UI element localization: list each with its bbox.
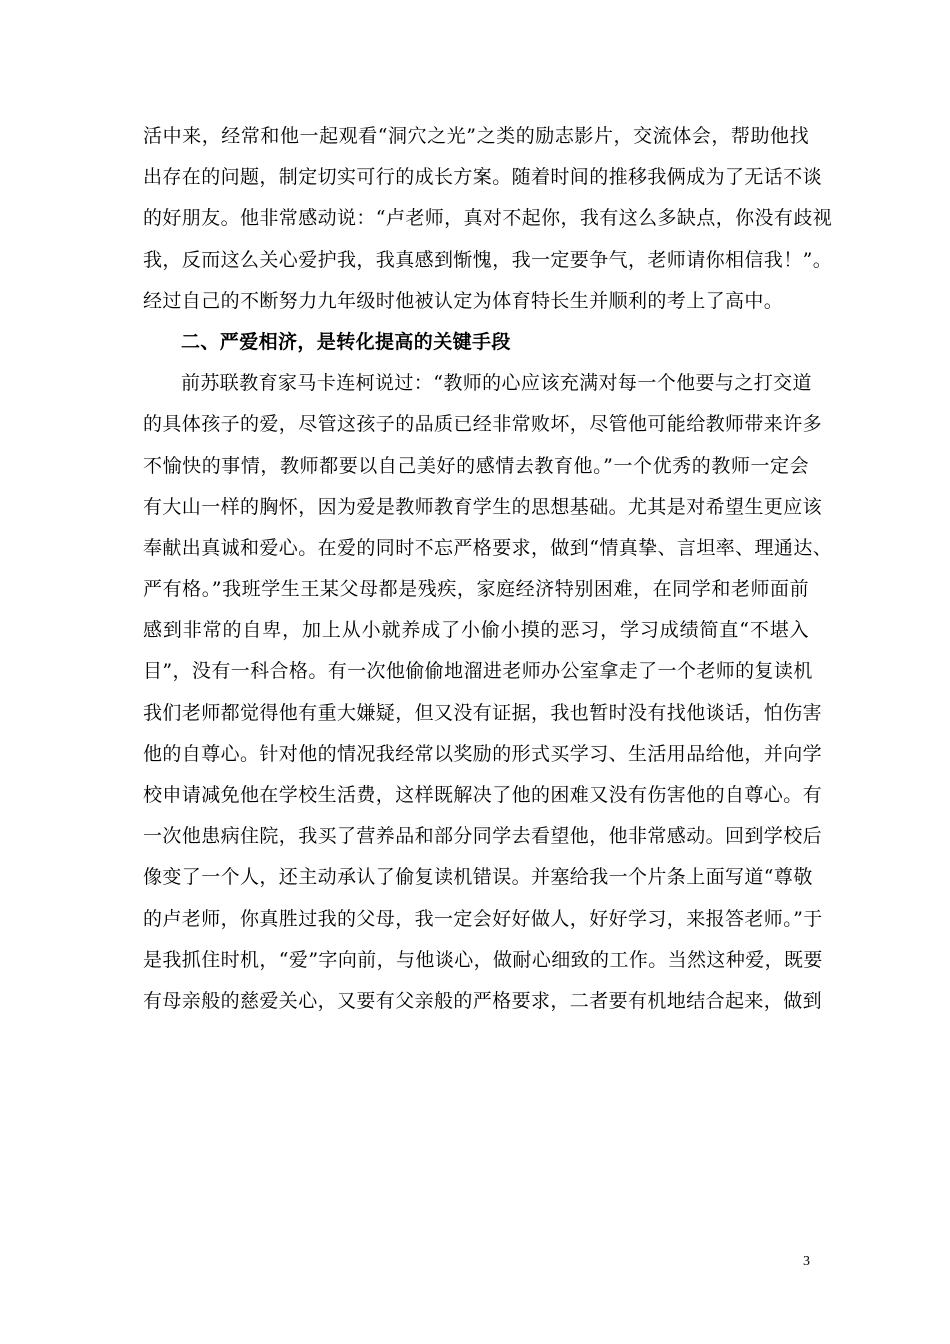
text-line: 不愉快的事情，教师都要以自己美好的感情去教育他。”一个优秀的教师一定会 bbox=[143, 454, 809, 477]
text-line: 有大山一样的胸怀，因为爱是教师教育学生的思想基础。尤其是对希望生更应该 bbox=[143, 495, 823, 518]
text-line: 的卢老师，你真胜过我的父母，我一定会好好做人，好好学习，来报答老师。”于 bbox=[143, 907, 823, 930]
section-heading: 二、严爱相济，是转化提高的关键手段 bbox=[181, 330, 511, 353]
text-line: 前苏联教育家马卡连柯说过：“教师的心应该充满对每一个他要与之打交道 bbox=[181, 372, 812, 395]
text-line: 经过自己的不断努力九年级时他被认定为体育特长生并顺利的考上了高中。 bbox=[143, 289, 784, 312]
text-line: 感到非常的自卑，加上从小就养成了小偷小摸的恶习，学习成绩简直“不堪入 bbox=[143, 619, 809, 642]
text-line: 严有格。”我班学生王某父母都是残疾，家庭经济特别困难，在同学和老师面前 bbox=[143, 578, 809, 601]
text-line: 的好朋友。他非常感动说：“卢老师，真对不起你，我有这么多缺点，你没有歧视 bbox=[143, 207, 833, 230]
text-line: 像变了一个人，还主动承认了偷复读机错误。并塞给我一个片条上面写道“尊敬 bbox=[143, 866, 813, 889]
text-line: 目”，没有一科合格。有一次他偷偷地溜进老师办公室拿走了一个老师的复读机 bbox=[143, 660, 813, 683]
text-line: 我，反而这么关心爱护我，我真感到惭愧，我一定要争气，老师请你相信我！”。 bbox=[143, 248, 833, 271]
text-line: 是我抓住时机，“爱”字向前，与他谈心，做耐心细致的工作。当然这种爱，既要 bbox=[143, 948, 823, 971]
page-number: 3 bbox=[803, 1254, 810, 1269]
text-line: 有母亲般的慈爱关心，又要有父亲般的严格要求，二者要有机地结合起来，做到 bbox=[143, 989, 823, 1012]
text-line: 校申请减免他在学校生活费，这样既解决了他的困难又没有伤害他的自尊心。有 bbox=[143, 784, 823, 806]
text-line: 一次他患病住院，我买了营养品和部分同学去看望他，他非常感动。回到学校后 bbox=[143, 825, 823, 848]
text-line: 的具体孩子的爱，尽管这孩子的品质已经非常败坏，尽管他可能给教师带来许多 bbox=[143, 413, 823, 436]
text-line: 出存在的问题，制定切实可行的成长方案。随着时间的推移我俩成为了无话不谈 bbox=[143, 166, 823, 189]
text-line: 奉献出真诚和爱心。在爱的同时不忘严格要求，做到“情真挚、言坦率、理通达、 bbox=[143, 536, 833, 559]
text-line: 他的自尊心。针对他的情况我经常以奖励的形式买学习、生活用品给他，并向学 bbox=[143, 742, 823, 765]
text-line: 活中来，经常和他一起观看“洞穴之光”之类的励志影片，交流体会，帮助他找 bbox=[143, 125, 809, 147]
text-line: 我们老师都觉得他有重大嫌疑，但又没有证据，我也暂时没有找他谈话，怕伤害 bbox=[143, 701, 823, 724]
body-text bbox=[143, 116, 833, 1022]
